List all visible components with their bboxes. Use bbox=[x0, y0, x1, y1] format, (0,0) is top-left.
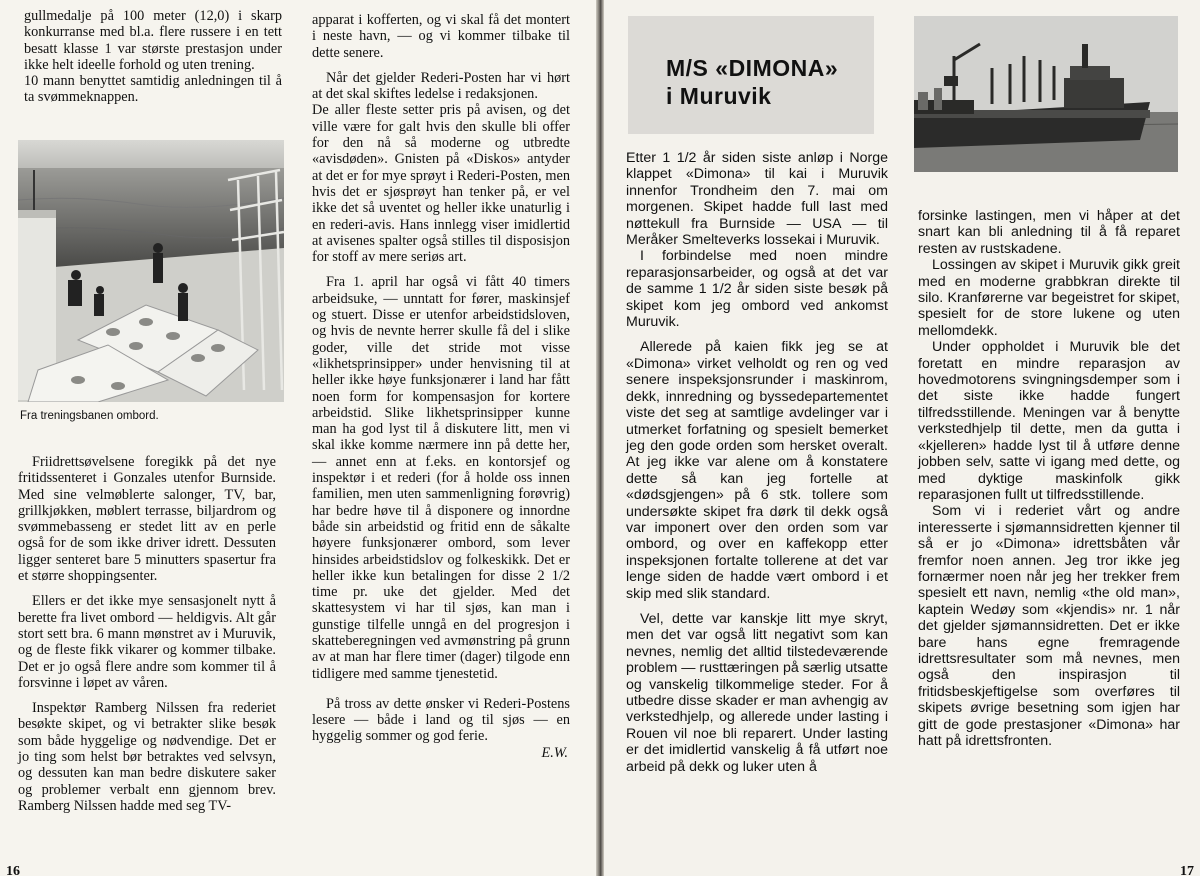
training-deck-photo bbox=[18, 140, 284, 402]
article-title bbox=[666, 54, 838, 110]
right-col1 bbox=[626, 150, 888, 775]
left-col1-bottom bbox=[18, 454, 276, 814]
title-line-2: i Muruvik bbox=[666, 83, 772, 109]
title-line-1: M/S «DIMONA» bbox=[666, 55, 839, 81]
paragraph: Ellers er det ikke mye sensasjonelt nytt å berette fra livet ombord — heldigvis. Alt går stort sett bra. 6 mann mønstret av i Muruvik, og de fleste fikk vikarer og kommer tilbake. Det er jo også flere andre som kommer til å forsvinne i løpet av våren. bbox=[18, 593, 276, 691]
ship-at-quay-photo bbox=[914, 16, 1178, 172]
paragraph: apparat i kofferten, og vi skal få det montert i neste havn, — og vi kommer tilbake til dette senere. bbox=[312, 12, 570, 61]
paragraph: De aller fleste setter pris på avisen, og det ville være for galt hvis den skulle bli offer for den nå så moderne og utbredte «avisdøden». Gnisten på «Diskos» antyder at det er for mye sprøyt i Rederi-Posten, men hvis det er sjøsprøyt han tenker på, er vel ikke det så uventet og heller ikke unaturlig i en rederi-avis. Hans innlegg viser imidlertid at avisenes spalter også stilles til disposisjon for stoff av mere seriøs art. bbox=[312, 102, 570, 266]
paragraph: Vel, dette var kanskje litt mye skryt, men det var også litt negativt som kan nevnes, nemlig det alltid tilstedeværende problem — rusttæringen på særlig utsatte og vanskelig tilkommelige steder. For å utbedre disse skader er man avhengig av verkstedhjelp, og allerede under lasting i Rouen vil noe bli reparert. Under lasting er det imidlertid vanskelig å få utført noe arbeid på dekk og luker uten å bbox=[626, 610, 888, 775]
paragraph: Under oppholdet i Muruvik ble det foretatt en mindre reparasjon av hovedmotorens svingningsdemper som i det siste ikke hadde fungert tilfredsstillende. Meningen var å benytte verkstedhjelp til dette, men da gutta i «kjelleren» hadde lyst til å utføre denne jobben selv, satte vi igang med dette, og med dyktige maskinfolk gikk reparasjonen fullt ut tilfredsstillende. bbox=[918, 339, 1180, 503]
paragraph: På tross av dette ønsker vi Rederi-Postens lesere — både i land og til sjøs — en hyggelig sommer og god ferie. bbox=[312, 695, 570, 745]
paragraph: Allerede på kaien fikk jeg se at «Dimona» virket velholdt og ren og ved senere inspeksjonsrunder i maskinrom, dekk, innredning og byssedepartementet viste det seg at samtlige avdelinger var i utmerket forfatning og spesielt bemerket jeg den gode orden som hersket overalt. At jeg ikke var alene om å konstatere dette så kan jeg fortelle at «dødsgjengen» på 6 stk. tollere som undersøkte skipet fra dørk til dekk også var imponert over den orden som var ombord, og over en kaffekopp etter inspeksjonen fortalte tollerene at det var lenge siden de hadde vært ombord i et skip med slik standard. bbox=[626, 339, 888, 602]
paragraph: forsinke lastingen, men vi håper at det snart kan bli anledning til å få reparet resten av rustskadene. bbox=[918, 208, 1180, 257]
left-page bbox=[0, 0, 596, 876]
signature: E.W. bbox=[541, 744, 568, 761]
paragraph: Friidrettsøvelsene foregikk på det nye fritidssenteret i Gonzales utenfor Burnside. Med sine velmøblerte salonger, TV, bar, grillkjøkken, møblert terrasse, biljardrom og svømmebasseng er stedet litt av en perle også for de som ikke driver idrett. Dessuten ligger senteret bare 5 minutters spasertur fra et større shoppingsenter. bbox=[18, 454, 276, 585]
paragraph: Fra 1. april har også vi fått 40 timers arbeidsuke, — unntatt for fører, maskinsjef og stuert. Disse er utenfor arbeidstidsloven, og hvis de nevnte herrer skulle få del i slike goder, ville det stride mot visse «likhetsprinsipper» under henvisning til at heller ikke høye funksjonærer i land har fått noen form for kompensasjon for kortere arbeidstid. Slike likhetsprinsipper kunne man ha god lyst til å diskutere litt, men vi skal ikke komme nærmere inn på dette her, — annet enn at f.eks. en kontorsjef og inspektør i et rederi (for å holde oss innen familien, men uten sammenligning forøvrig) har bedre høve til å disponere og innordne både sin arbeidstid og fritid enn de såkalte høyere funksjonærer ombord, som lever hinsides arbeidstidslov og folkeskikk. Det er heller ikke kun betalingen for disse 2 1/2 time pr. uke det gjelder. Med det skattesystem vi har til sjøs, kan man i gunstige tilfelle unngå en del progresjon i skatteberegningen ved avmønstring på grunn av at man har flere timer (dager) tilgode enn tidligere med samme tjenestetid. bbox=[312, 274, 570, 682]
left-col2 bbox=[312, 12, 570, 761]
page-number: 17 bbox=[1180, 864, 1194, 876]
book-gutter bbox=[596, 0, 604, 876]
article-title-box bbox=[628, 16, 874, 134]
paragraph: Som vi i rederiet vårt og andre interesserte i sjømannsidretten kjenner til så er jo «Dimona» idrettsbåten vår fremfor noen annen. Jeg tror ikke jeg fornærmer noen når jeg her trekker frem spesielt ett navn, nemlig «the old man», kaptein Wedøy som «kjendis» nr. 1 når det gjelder sjømannsidretten. Det er ikke bare hans egne fremragende idrettsresultater som må nevnes, men også den inspirasjon til fritidsbeskjeftigelse som overføres til skipets øvrige besetning som igjen har gitt de gode prestasjoner «Dimona» har hatt på idrettsfronten. bbox=[918, 503, 1180, 749]
paragraph: Etter 1 1/2 år siden siste anløp i Norge klappet «Dimona» til kai i Muruvik innenfor Trondheim den 7. mai om morgenen. Skipet hadde full last med nøttekull fra Burnside — USA — til Meråker Smelteverks lossekai i Muruvik. bbox=[626, 150, 888, 249]
paragraph: Når det gjelder Rederi-Posten har vi hørt at det skal skiftes ledelse i redaksjonen. bbox=[312, 69, 570, 103]
left-col1-top bbox=[24, 8, 282, 106]
paragraph: Inspektør Ramberg Nilssen fra rederiet besøkte skipet, og vi betrakter slike besøk som både hyggelige og nødvendige. Det er jo ting som helst bør betraktes ved selvsyn, og dessuten kan man bedre diskutere saker og problemer verbalt enn gjennom brev. Ramberg Nilssen hadde med seg TV- bbox=[18, 700, 276, 814]
paragraph: 10 mann benyttet samtidig anledningen til å ta svømmeknappen. bbox=[24, 73, 282, 106]
paragraph: I forbindelse med noen mindre reparasjonsarbeider, og også at det var de samme 1 1/2 år siden siste besøk på skipet kom jeg ombord ved ankomst Muruvik. bbox=[626, 248, 888, 331]
photo-caption: Fra treningsbanen ombord. bbox=[20, 410, 159, 422]
right-col2 bbox=[918, 208, 1180, 749]
right-page bbox=[604, 0, 1200, 876]
paragraph: gullmedalje på 100 meter (12,0) i skarp konkurranse med bl.a. flere russere i en tett besatt klasse 1 var største prestasjon under ikke helt ideelle forhold og uten trening. bbox=[24, 8, 282, 73]
page-number: 16 bbox=[6, 864, 20, 876]
paragraph: Lossingen av skipet i Muruvik gikk greit med en moderne grabbkran direkte til silo. Kranførerne var begeistret for skipet, spesielt for de store lukene og uten mellomdekk. bbox=[918, 257, 1180, 339]
